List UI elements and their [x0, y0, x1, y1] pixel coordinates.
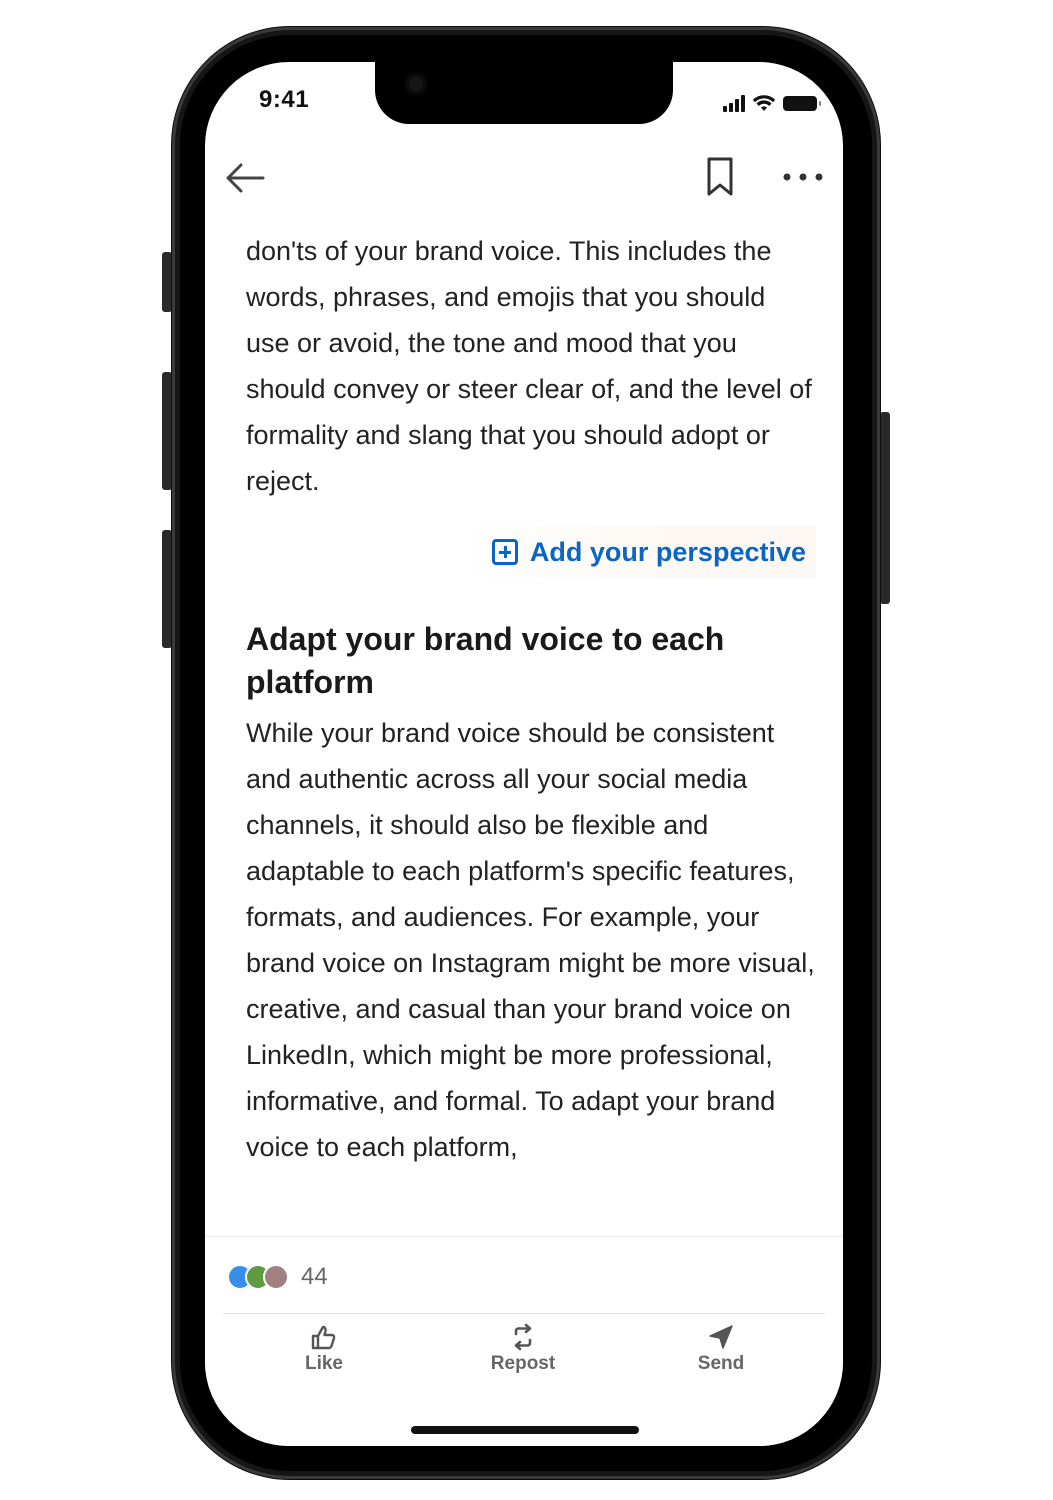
volume-up-button	[162, 372, 172, 490]
reaction-count: 44	[301, 1263, 328, 1290]
send-label: Send	[697, 1353, 745, 1374]
article-paragraph: While your brand voice should be consistent and authentic across all your social media channels, it should also be flexible and adaptable to each platform's specific features, formats, and audiences. For example, your brand voice on Instagram might be more visual, creative, and casual than your brand voice on LinkedIn, which might be more professional, informative, and formal. To adapt your brand voice to each platform,	[246, 718, 815, 1162]
thumbs-up-icon	[310, 1323, 338, 1351]
action-bar	[205, 1319, 843, 1389]
bookmark-button[interactable]	[703, 156, 737, 198]
phone-screen	[205, 62, 843, 1446]
status-icons	[723, 88, 817, 112]
repost-button[interactable]	[463, 1323, 583, 1385]
reactions-summary[interactable]	[227, 1263, 328, 1291]
repost-icon	[509, 1323, 537, 1351]
top-bar	[205, 154, 843, 204]
send-icon	[707, 1323, 735, 1351]
arrow-left-icon	[223, 158, 267, 198]
section-title: Adapt your brand voice to each platform	[246, 621, 725, 700]
repost-label: Repost	[490, 1353, 556, 1374]
status-time: 9:41	[259, 86, 310, 113]
like-label: Like	[304, 1353, 344, 1374]
battery-icon	[783, 96, 817, 111]
reaction-icons	[227, 1264, 293, 1290]
more-horizontal-icon	[779, 162, 827, 192]
more-options-button[interactable]	[779, 162, 827, 192]
silent-switch	[162, 252, 172, 312]
send-button[interactable]	[661, 1323, 781, 1385]
like-button[interactable]	[264, 1323, 384, 1385]
social-footer	[205, 1236, 843, 1446]
notch	[375, 62, 673, 124]
home-indicator[interactable]	[411, 1426, 639, 1434]
front-camera	[405, 73, 427, 95]
bookmark-icon	[703, 156, 737, 198]
article-paragraph: don'ts of your brand voice. This includes the words, phrases, and emojis that you should use or avoid, the tone and mood that you should convey or steer clear of, and the level of formality and slang that you should adopt or reject.	[246, 236, 812, 496]
divider	[223, 1313, 825, 1314]
add-box-icon	[492, 539, 518, 565]
perspective-row	[246, 516, 816, 596]
add-perspective-label: Add your perspective	[529, 536, 806, 567]
power-button	[880, 412, 890, 604]
volume-down-button	[162, 530, 172, 648]
article-body	[246, 228, 816, 1170]
cellular-signal-icon	[723, 94, 745, 112]
support-reaction-icon	[263, 1264, 289, 1290]
add-perspective-button[interactable]	[466, 526, 816, 578]
wifi-icon	[752, 94, 776, 112]
back-button[interactable]	[223, 158, 267, 198]
